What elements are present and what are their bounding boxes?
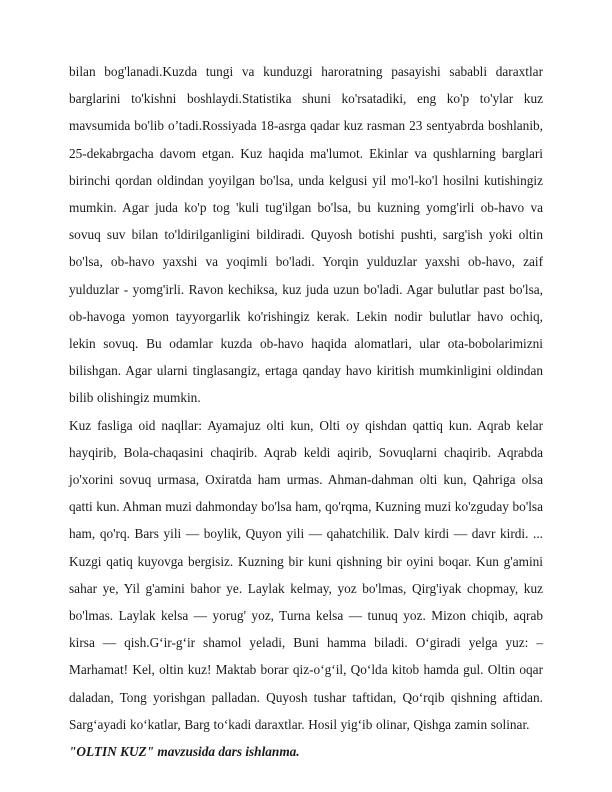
paragraph-autumn-proverbs: Kuz fasliga oid naqllar: Ayamajuz olti kun, Olti oy qishdan qattiq kun. Aqrab kelar hayqirib, Bola-chaqasini chaqirib. Aqrab keldi aqirib, Sovuqlarni chaqirib. Aqrabda jo'xorini sovuq urmasa, Oxiratda ham urmas. Ahman-dahman olti kun, Qahriga olsa qatti kun. Ahman muzi dahmonday bo'lsa ham, qo'rqma, Kuzning muzi ko'zguday bo'lsa ham, qo'rq. Bars yili — boylik, Quyon yili — qahatchilik. Dalv kirdi — davr kirdi. ... Kuzgi qatiq kuyovga bergisiz. Kuzning bir kuni qishning bir oyini boqar. Kun g'amini sahar ye, Yil g'amini bahor ye. Laylak kelmay, yoz bo'lmas, Qirg'iyak chopmay, kuz bo'lmas. Laylak kelsa — yorug' yoz, Turna kelsa — tunuq yoz. Mizon chiqib, aqrab kirsa — qish.G‘ir-g‘ir shamol yeladi, Buni hamma biladi. O‘giradi yelga yuz: – Marhamat! Kel, oltin kuz! Maktab borar qiz-o‘g‘il, Qo‘lda kitob hamda gul. Oltin oqar daladan, Tong yorishgan palladan. Quyosh tushar taftidan, Qo‘rqib qishning aftidan. Sarg‘ayadi ko‘katlar, Barg to‘kadi daraxtlar. Hosil yig‘ib olinar, Qishga zamin solinar. (69, 417, 543, 732)
closing-title-line: "OLTIN KUZ" mavzusida dars ishlanma. (69, 744, 300, 760)
document-text-body (69, 58, 543, 765)
paragraph-autumn-weather-signs: bilan bog'lanadi.Kuzda tungi va kunduzgi haroratning pasayishi sababli daraxtlar barglarini to'kishni boshlaydi.Statistika shuni ko'rsatadiki, eng ko'p to'ylar kuz mavsumida bo'lib o’tadi.Rossiyada 18-asrga qadar kuz rasman 23 sentyabrda boshlanib, 25-dekabrgacha davom etgan. Kuz haqida ma'lumot. Ekinlar va qushlarning barglari birinchi qordan oldindan yoyilgan bo'lsa, unda kelgusi yil mo'l-ko'l hosilni kutishingiz mumkin. Agar juda ko'p tog 'kuli tug'ilgan bo'lsa, bu kuzning yomg'irli ob-havo va sovuq suv bilan to'ldirilganligini bildiradi. Quyosh botishi pushti, sarg'ish yoki oltin bo'lsa, ob-havo yaxshi va yoqimli bo'ladi. Yorqin yulduzlar yaxshi ob-havo, zaif yulduzlar - yomg'irli. Ravon kechiksa, kuz juda uzun bo'ladi. Agar bulutlar past bo'lsa, ob-havoga yomon tayyorgarlik ko'rishingiz kerak. Lekin nodir bulutlar havo ochiq, lekin sovuq. Bu odamlar kuzda ob-havo haqida alomatlari, ular ota-bobolarimizni bilishgan. Agar ularni tinglasangiz, ertaga qanday havo kiritish mumkinligini oldindan bilib olishingiz mumkin. (69, 64, 543, 406)
